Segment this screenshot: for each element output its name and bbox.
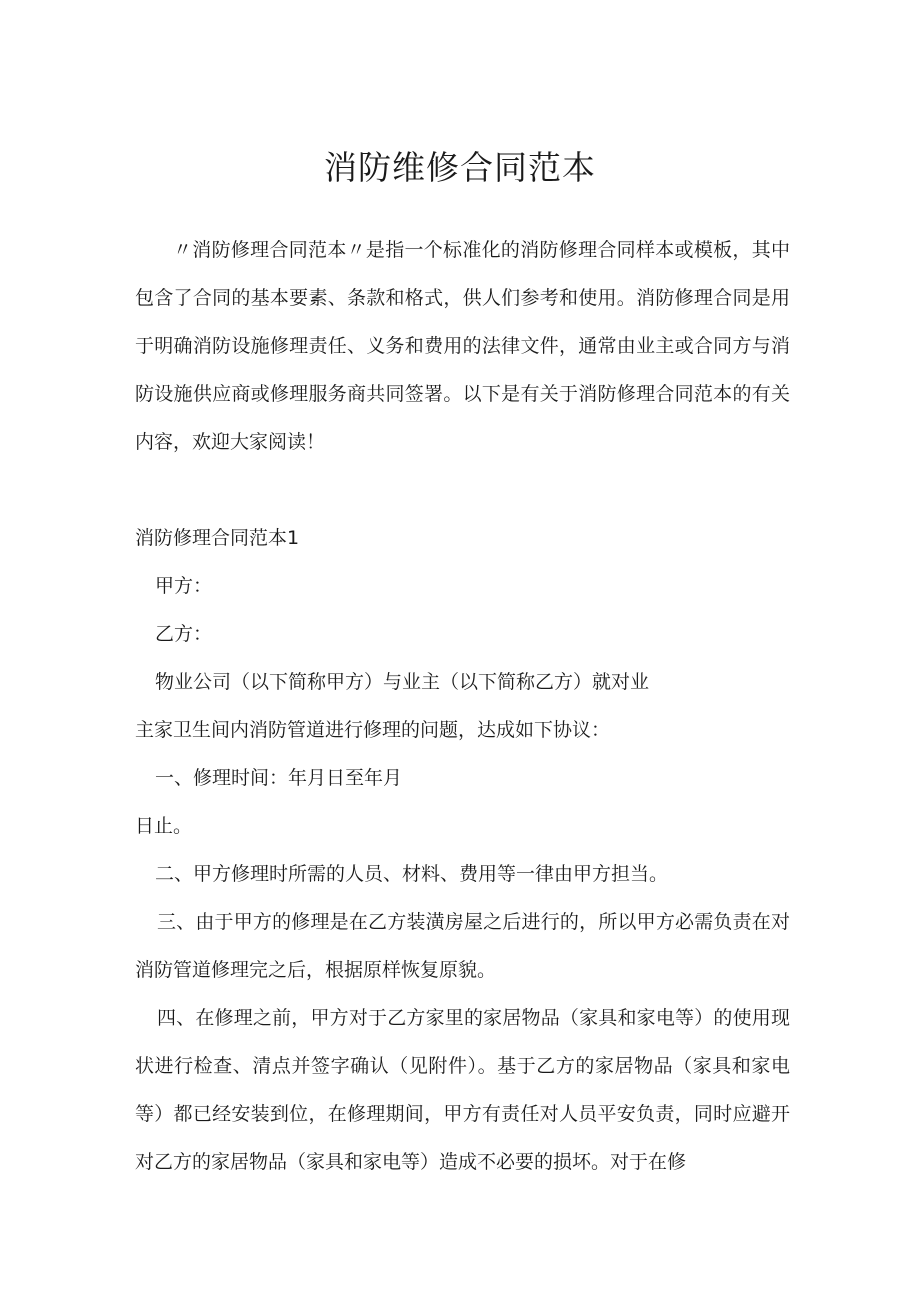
agreement-line-1: 物业公司（以下简称甲方）与业主（以下简称乙方）就对业	[155, 671, 650, 693]
clause-1-line-2: 日止。	[135, 815, 193, 837]
section-heading: 消防修理合同范本1	[135, 527, 300, 549]
clause-1-line-1: 一、修理时间：年月日至年月	[155, 767, 403, 789]
agreement-line-2: 主家卫生间内消防管道进行修理的问题，达成如下协议：	[135, 719, 611, 741]
document-title: 消防维修合同范本	[324, 148, 596, 187]
contract-body	[135, 514, 790, 1186]
party-a-label: 甲方：	[155, 575, 213, 597]
clause-3: 三、由于甲方的修理是在乙方装潢房屋之后进行的，所以甲方必需负责在对消防管道修理完之后，根据原样恢复原貌。	[135, 911, 790, 981]
clause-2: 二、甲方修理时所需的人员、材料、费用等一律由甲方担当。	[155, 863, 669, 885]
intro-paragraph: 〃消防修理合同范本〃是指一个标准化的消防修理合同样本或模板，其中包含了合同的基本要素、条款和格式，供人们参考和使用。消防修理合同是用于明确消防设施修理责任、义务和费用的法律文件，通常由业主或合同方与消防设施供应商或修理服务商共同签署。以下是有关于消防修理合同范本的有关内容，欢迎大家阅读！	[135, 239, 790, 453]
clause-4: 四、在修理之前，甲方对于乙方家里的家居物品（家具和家电等）的使用现状进行检查、清点并签字确认（见附件）。基于乙方的家居物品（家具和家电等）都已经安装到位，在修理期间，甲方有责任对人员平安负责，同时应避开对乙方的家居物品（家具和家电等）造成不必要的损坏。对于在修	[135, 1007, 790, 1173]
party-b-label: 乙方：	[155, 623, 213, 645]
